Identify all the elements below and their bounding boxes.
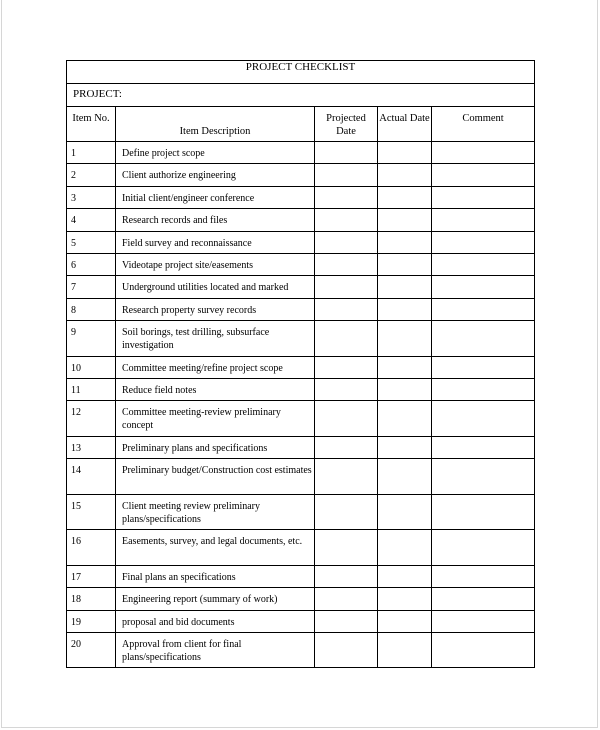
actual-date-cell[interactable] [378,142,432,164]
actual-date-cell[interactable] [378,276,432,298]
item-number: 8 [67,298,116,320]
comment-cell[interactable] [432,253,535,275]
item-number: 6 [67,253,116,275]
projected-date-cell[interactable] [315,379,378,401]
actual-date-cell[interactable] [378,231,432,253]
item-number: 11 [67,379,116,401]
checklist-item-row [67,298,535,320]
comment-cell[interactable] [432,186,535,208]
project-label: PROJECT: [67,84,535,107]
checklist-item-row [67,632,535,668]
item-number: 16 [67,530,116,566]
comment-cell[interactable] [432,436,535,458]
item-number: 19 [67,610,116,632]
item-description: Define project scope [116,142,315,164]
comment-cell[interactable] [432,298,535,320]
actual-date-cell[interactable] [378,565,432,587]
projected-date-cell[interactable] [315,298,378,320]
item-description: Research records and files [116,209,315,231]
item-number: 3 [67,186,116,208]
header-projected-date: Projected Date [315,107,378,142]
actual-date-cell[interactable] [378,298,432,320]
actual-date-cell[interactable] [378,379,432,401]
checklist-item-row [67,276,535,298]
item-number: 20 [67,632,116,668]
actual-date-cell[interactable] [378,588,432,610]
item-description: Client authorize engineering [116,164,315,186]
projected-date-cell[interactable] [315,356,378,378]
projected-date-cell[interactable] [315,436,378,458]
checklist-item-row [67,401,535,437]
comment-cell[interactable] [432,321,535,357]
header-actual-date: Actual Date [378,107,432,142]
checklist-item-row [67,379,535,401]
item-description: Reduce field notes [116,379,315,401]
actual-date-cell[interactable] [378,253,432,275]
checklist-item-row [67,164,535,186]
checklist-item-row [67,186,535,208]
checklist-item-row [67,231,535,253]
item-number: 12 [67,401,116,437]
actual-date-cell[interactable] [378,530,432,566]
comment-cell[interactable] [432,588,535,610]
actual-date-cell[interactable] [378,164,432,186]
projected-date-cell[interactable] [315,231,378,253]
projected-date-cell[interactable] [315,142,378,164]
header-comment: Comment [432,107,535,142]
item-number: 9 [67,321,116,357]
item-number: 4 [67,209,116,231]
projected-date-cell[interactable] [315,459,378,495]
header-row [67,107,535,142]
item-number: 17 [67,565,116,587]
projected-date-cell[interactable] [315,588,378,610]
item-number: 7 [67,276,116,298]
comment-cell[interactable] [432,610,535,632]
item-number: 2 [67,164,116,186]
checklist-item-row [67,565,535,587]
projected-date-cell[interactable] [315,494,378,530]
checklist-item-row [67,209,535,231]
actual-date-cell[interactable] [378,209,432,231]
item-number: 5 [67,231,116,253]
projected-date-cell[interactable] [315,321,378,357]
projected-date-cell[interactable] [315,276,378,298]
actual-date-cell[interactable] [378,494,432,530]
item-description: Research property survey records [116,298,315,320]
comment-cell[interactable] [432,530,535,566]
item-description: Preliminary budget/Construction cost estimates [116,459,315,495]
checklist-item-row [67,436,535,458]
comment-cell[interactable] [432,209,535,231]
actual-date-cell[interactable] [378,459,432,495]
item-number: 13 [67,436,116,458]
comment-cell[interactable] [432,164,535,186]
item-description: Committee meeting/refine project scope [116,356,315,378]
projected-date-cell[interactable] [315,186,378,208]
checklist-item-row [67,253,535,275]
actual-date-cell[interactable] [378,610,432,632]
projected-date-cell[interactable] [315,565,378,587]
item-number: 14 [67,459,116,495]
title-row [67,61,535,84]
actual-date-cell[interactable] [378,186,432,208]
projected-date-cell[interactable] [315,209,378,231]
project-checklist-table [66,60,535,668]
checklist-item-row [67,321,535,357]
actual-date-cell[interactable] [378,436,432,458]
actual-date-cell[interactable] [378,632,432,668]
projected-date-cell[interactable] [315,610,378,632]
checklist-item-row [67,610,535,632]
projected-date-cell[interactable] [315,401,378,437]
item-description: Final plans an specifications [116,565,315,587]
checklist-item-row [67,356,535,378]
comment-cell[interactable] [432,565,535,587]
comment-cell[interactable] [432,379,535,401]
item-description: Initial client/engineer conference [116,186,315,208]
item-number: 10 [67,356,116,378]
comment-cell[interactable] [432,276,535,298]
projected-date-cell[interactable] [315,632,378,668]
checklist-item-row [67,142,535,164]
comment-cell[interactable] [432,459,535,495]
item-number: 15 [67,494,116,530]
item-description: Committee meeting-review preliminary concept [116,401,315,437]
checklist-item-row [67,459,535,495]
project-row [67,84,535,107]
comment-cell[interactable] [432,142,535,164]
comment-cell[interactable] [432,231,535,253]
projected-date-cell[interactable] [315,530,378,566]
header-item-no: Item No. [67,107,116,142]
projected-date-cell[interactable] [315,253,378,275]
actual-date-cell[interactable] [378,321,432,357]
actual-date-cell[interactable] [378,401,432,437]
comment-cell[interactable] [432,401,535,437]
item-number: 1 [67,142,116,164]
projected-date-cell[interactable] [315,164,378,186]
comment-cell[interactable] [432,356,535,378]
item-description: Field survey and reconnaissance [116,231,315,253]
item-description: Underground utilities located and marked [116,276,315,298]
item-description: Client meeting review preliminary plans/specifications [116,494,315,530]
comment-cell[interactable] [432,632,535,668]
checklist-item-row [67,530,535,566]
item-number: 18 [67,588,116,610]
item-description: Engineering report (summary of work) [116,588,315,610]
item-description: Approval from client for final plans/specifications [116,632,315,668]
checklist-item-row [67,494,535,530]
checklist-title: PROJECT CHECKLIST [67,61,535,84]
item-description: Videotape project site/easements [116,253,315,275]
actual-date-cell[interactable] [378,356,432,378]
checklist-item-row [67,588,535,610]
item-description: Soil borings, test drilling, subsurface investigation [116,321,315,357]
item-description: Preliminary plans and specifications [116,436,315,458]
comment-cell[interactable] [432,494,535,530]
item-description: Easements, survey, and legal documents, etc. [116,530,315,566]
header-item-description: Item Description [116,107,315,142]
item-description: proposal and bid documents [116,610,315,632]
